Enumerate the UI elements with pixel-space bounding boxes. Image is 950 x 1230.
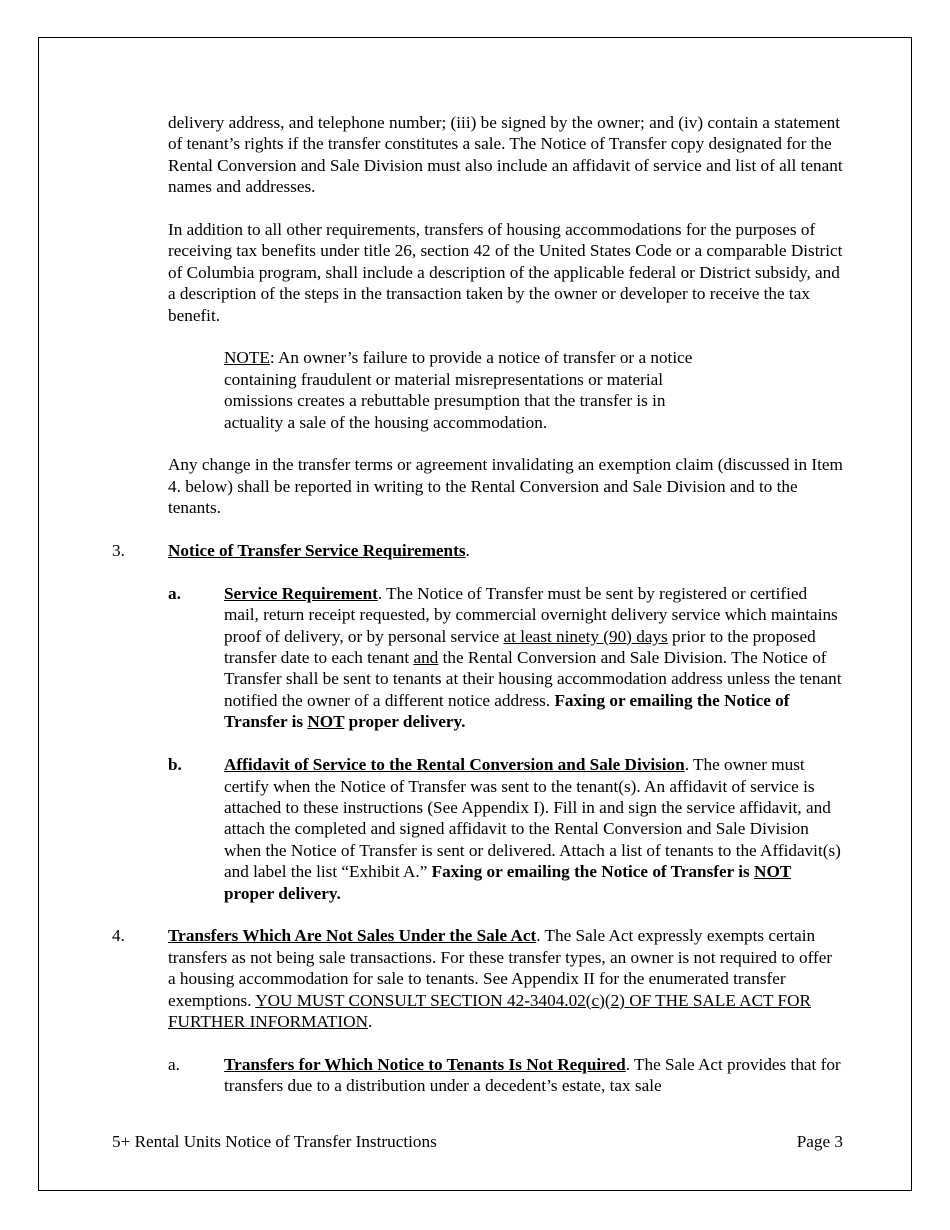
page-footer bbox=[112, 1131, 843, 1152]
section-3-heading bbox=[112, 540, 843, 561]
section-title-period: . bbox=[465, 541, 470, 561]
underlined-phrase: at least ninety (90) days bbox=[503, 626, 668, 646]
subsection-text: the Rental Conversion and Sale Division. The Notice of Transfer shall be sent to tenants at their housing accommodation address unless the tenant notified the owner of a different notice address. bbox=[224, 648, 842, 710]
document-body bbox=[112, 112, 843, 1118]
subsection-title: Affidavit of Service to the Rental Conversion and Sale Division bbox=[224, 755, 685, 775]
subsection-text: . The Notice of Transfer must be sent by registered or certified mail, return receipt requested, by commercial overnight delivery service which maintains proof of delivery, or by personal service bbox=[224, 583, 838, 646]
warning-not: NOT bbox=[754, 862, 791, 882]
section-4 bbox=[112, 925, 843, 1032]
note-block bbox=[224, 347, 704, 433]
section-title: Notice of Transfer Service Requirements bbox=[168, 541, 466, 561]
subsection-text: . The owner must certify when the Notice of Transfer was sent to the tenant(s). An affidavit of service is attached to these instructions (See Appendix I). Fill in and sign the service affidavit, and attach the completed and signed affidavit to the Rental Conversion and Sale Division when the Notice of Transfer is sent or delivered. Attach a list of tenants to the Affidavit(s) and label the list “Exhibit A.” bbox=[224, 755, 841, 882]
section-number: 4. bbox=[112, 926, 125, 946]
note-text: : An owner’s failure to provide a notice of transfer or a notice containing fraudulent or material misrepresentations or material omissions creates a rebuttable presumption that the transfer is in actuality a sale of the housing accommodation. bbox=[224, 348, 693, 432]
section-text: . bbox=[367, 1011, 373, 1031]
section-number: 3. bbox=[112, 541, 125, 561]
subsection-text: prior to the proposed transfer date to each tenant bbox=[224, 626, 816, 668]
change-paragraph: Any change in the transfer terms or agreement invalidating an exemption claim (discussed in Item 4. below) shall be reported in writing to the Rental Conversion and Sale Division and to the tenants. bbox=[168, 455, 843, 518]
section-3a bbox=[168, 583, 843, 733]
warning-not: NOT bbox=[307, 712, 345, 732]
warning-part: proper delivery. bbox=[344, 712, 466, 732]
warning-part: proper delivery. bbox=[224, 883, 341, 903]
section-4a bbox=[168, 1054, 843, 1097]
subsection-title: Service Requirement bbox=[224, 583, 378, 603]
footer-document-title: 5+ Rental Units Notice of Transfer Instructions bbox=[112, 1132, 437, 1151]
tax-benefit-paragraph: In addition to all other requirements, transfers of housing accommodations for the purposes of receiving tax benefits under title 26, section 42 of the United States Code or a comparable District of Columbia program, shall include a description of the applicable federal or District subsidy, and a description of the steps in the transaction taken by the owner or developer to receive the tax benefit. bbox=[168, 220, 843, 325]
section-text: . The Sale Act expressly exempts certain transfers as not being sale transactions. For these transfer types, an owner is not required to offer a housing accommodation for sale to tenants. See Appendix II for the enumerated transfer exemptions. bbox=[168, 926, 833, 1010]
subsection-title: Transfers for Which Notice to Tenants Is Not Required bbox=[224, 1054, 626, 1074]
subsection-label: a. bbox=[168, 1054, 180, 1074]
section-3b bbox=[168, 754, 843, 904]
subsection-text: . The Sale Act provides that for transfers due to a distribution under a decedent’s estate, tax sale bbox=[224, 1054, 841, 1096]
subsection-label: b. bbox=[168, 755, 182, 775]
warning-part: Faxing or emailing the Notice of Transfer is bbox=[431, 862, 755, 882]
intro-paragraph: delivery address, and telephone number; (iii) be signed by the owner; and (iv) contain a statement of tenant’s rights if the transfer constitutes a sale. The Notice of Transfer copy designated for the Rental Conversion and Sale Division must also include an affidavit of service and list of all tenant names and addresses. bbox=[168, 113, 843, 197]
footer-page-number: Page 3 bbox=[796, 1132, 843, 1151]
section-title: Transfers Which Are Not Sales Under the Sale Act bbox=[168, 926, 537, 946]
note-label: NOTE bbox=[224, 348, 270, 368]
consult-notice: YOU MUST CONSULT SECTION 42-3404.02(c)(2) OF THE SALE ACT FOR FURTHER INFORMATION bbox=[168, 990, 811, 1031]
underlined-word: and bbox=[413, 648, 439, 668]
warning-part: Faxing or emailing the Notice of Transfer is bbox=[224, 690, 790, 732]
subsection-label: a. bbox=[168, 583, 181, 603]
